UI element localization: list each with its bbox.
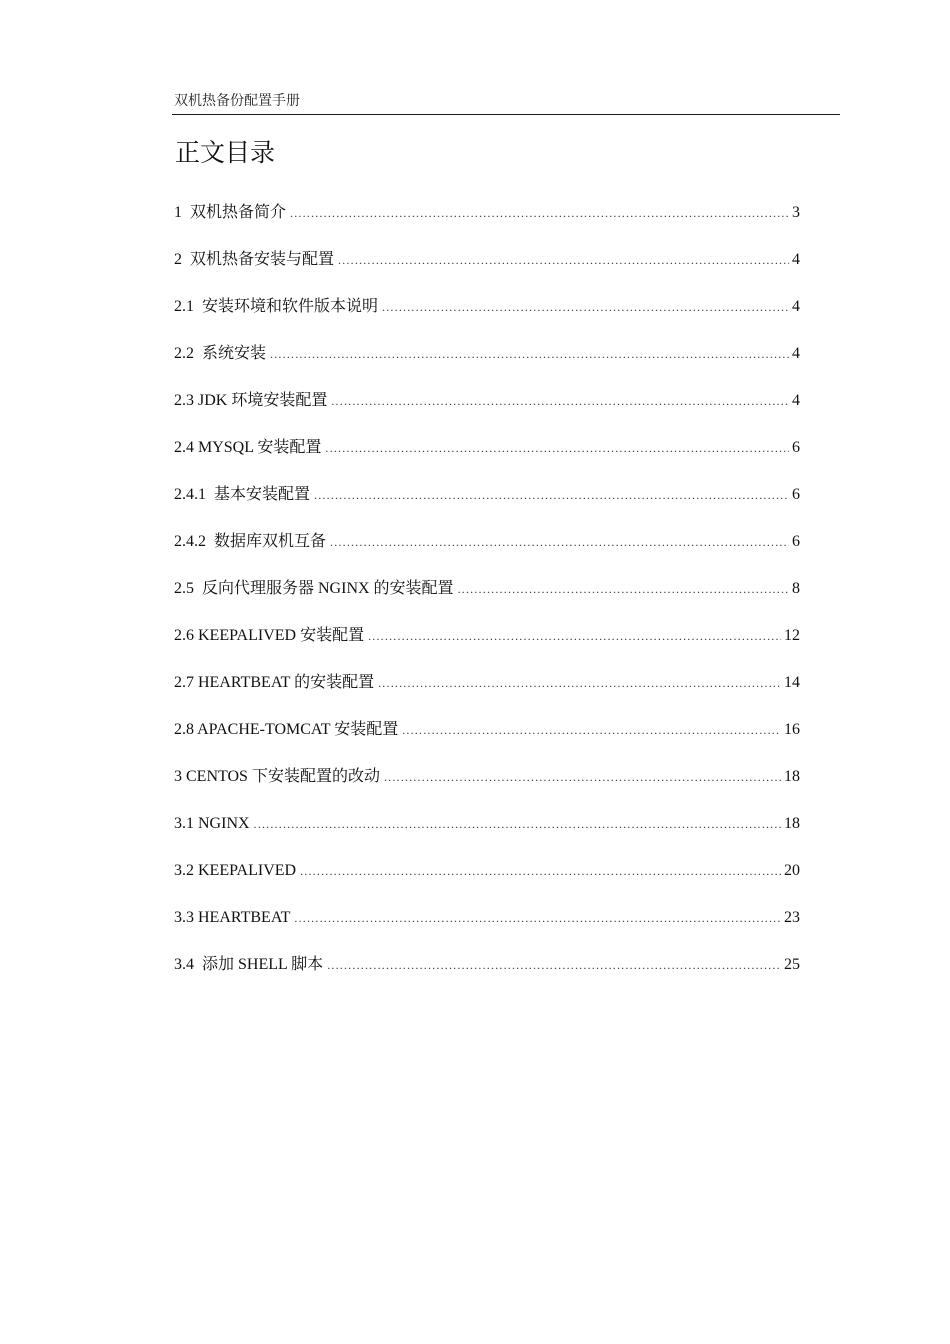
toc-entry-page: 12 bbox=[784, 627, 800, 644]
toc-list bbox=[174, 198, 800, 997]
toc-entry-label: 3 CENTOS 下安装配置的改动 bbox=[174, 768, 380, 785]
toc-entry-page: 4 bbox=[792, 392, 800, 409]
toc-entry[interactable] bbox=[174, 527, 800, 574]
toc-entry-label: 2.3 JDK 环境安装配置 bbox=[174, 392, 328, 409]
toc-dot-leader bbox=[338, 245, 789, 275]
toc-entry-label: 2.4 MYSQL 安装配置 bbox=[174, 439, 322, 456]
toc-dot-leader bbox=[254, 809, 781, 839]
toc-dot-leader bbox=[294, 903, 781, 933]
toc-dot-leader bbox=[368, 621, 781, 651]
toc-entry[interactable] bbox=[174, 480, 800, 527]
toc-entry-label: 2.7 HEARTBEAT 的安装配置 bbox=[174, 674, 375, 691]
toc-entry[interactable] bbox=[174, 433, 800, 480]
toc-dot-leader bbox=[331, 386, 789, 416]
toc-entry-label: 2.4.2 数据库双机互备 bbox=[174, 533, 327, 550]
toc-entry-page: 20 bbox=[784, 862, 800, 879]
toc-entry-label: 2 双机热备安装与配置 bbox=[174, 251, 335, 268]
toc-entry[interactable] bbox=[174, 621, 800, 668]
toc-entry[interactable] bbox=[174, 903, 800, 950]
toc-title: 正文目录 bbox=[175, 140, 276, 167]
toc-dot-leader bbox=[458, 574, 789, 604]
toc-entry[interactable] bbox=[174, 715, 800, 762]
document-title: 双机热备份配置手册 bbox=[174, 94, 300, 109]
toc-entry[interactable] bbox=[174, 762, 800, 809]
toc-dot-leader bbox=[300, 856, 781, 886]
page-header bbox=[172, 92, 840, 115]
toc-entry[interactable] bbox=[174, 245, 800, 292]
toc-entry[interactable] bbox=[174, 198, 800, 245]
toc-entry[interactable] bbox=[174, 292, 800, 339]
toc-entry-page: 14 bbox=[784, 674, 800, 691]
toc-entry-page: 6 bbox=[792, 486, 800, 503]
toc-entry[interactable] bbox=[174, 574, 800, 621]
toc-dot-leader bbox=[382, 292, 789, 322]
toc-dot-leader bbox=[290, 198, 789, 228]
toc-entry-label: 2.8 APACHE-TOMCAT 安装配置 bbox=[174, 721, 399, 738]
toc-entry-label: 2.4.1 基本安装配置 bbox=[174, 486, 311, 503]
toc-entry-page: 4 bbox=[792, 298, 800, 315]
toc-entry[interactable] bbox=[174, 386, 800, 433]
toc-entry-label: 3.3 HEARTBEAT bbox=[174, 909, 291, 926]
toc-entry-page: 18 bbox=[784, 815, 800, 832]
toc-entry-label: 2.2 系统安装 bbox=[174, 345, 267, 362]
toc-entry-label: 3.1 NGINX bbox=[174, 815, 250, 832]
toc-entry-label: 2.5 反向代理服务器 NGINX 的安装配置 bbox=[174, 580, 454, 597]
toc-entry-page: 6 bbox=[792, 439, 800, 456]
toc-dot-leader bbox=[402, 715, 781, 745]
toc-dot-leader bbox=[330, 527, 789, 557]
toc-entry-page: 25 bbox=[784, 956, 800, 973]
toc-entry-label: 3.4 添加 SHELL 脚本 bbox=[174, 956, 324, 973]
toc-entry-page: 3 bbox=[792, 204, 800, 221]
toc-entry[interactable] bbox=[174, 809, 800, 856]
toc-entry-label: 2.6 KEEPALIVED 安装配置 bbox=[174, 627, 365, 644]
toc-dot-leader bbox=[327, 950, 781, 980]
toc-entry-page: 6 bbox=[792, 533, 800, 550]
toc-entry-page: 18 bbox=[784, 768, 800, 785]
toc-entry-label: 3.2 KEEPALIVED bbox=[174, 862, 297, 879]
toc-entry-label: 2.1 安装环境和软件版本说明 bbox=[174, 298, 379, 315]
toc-dot-leader bbox=[314, 480, 789, 510]
toc-entry-page: 8 bbox=[792, 580, 800, 597]
toc-dot-leader bbox=[325, 433, 789, 463]
toc-entry[interactable] bbox=[174, 950, 800, 997]
toc-entry-page: 16 bbox=[784, 721, 800, 738]
toc-dot-leader bbox=[270, 339, 789, 369]
toc-entry[interactable] bbox=[174, 668, 800, 715]
toc-entry[interactable] bbox=[174, 856, 800, 903]
toc-entry-page: 4 bbox=[792, 345, 800, 362]
toc-entry-page: 4 bbox=[792, 251, 800, 268]
toc-dot-leader bbox=[378, 668, 781, 698]
toc-dot-leader bbox=[384, 762, 781, 792]
toc-entry[interactable] bbox=[174, 339, 800, 386]
toc-entry-page: 23 bbox=[784, 909, 800, 926]
toc-entry-label: 1 双机热备简介 bbox=[174, 204, 287, 221]
